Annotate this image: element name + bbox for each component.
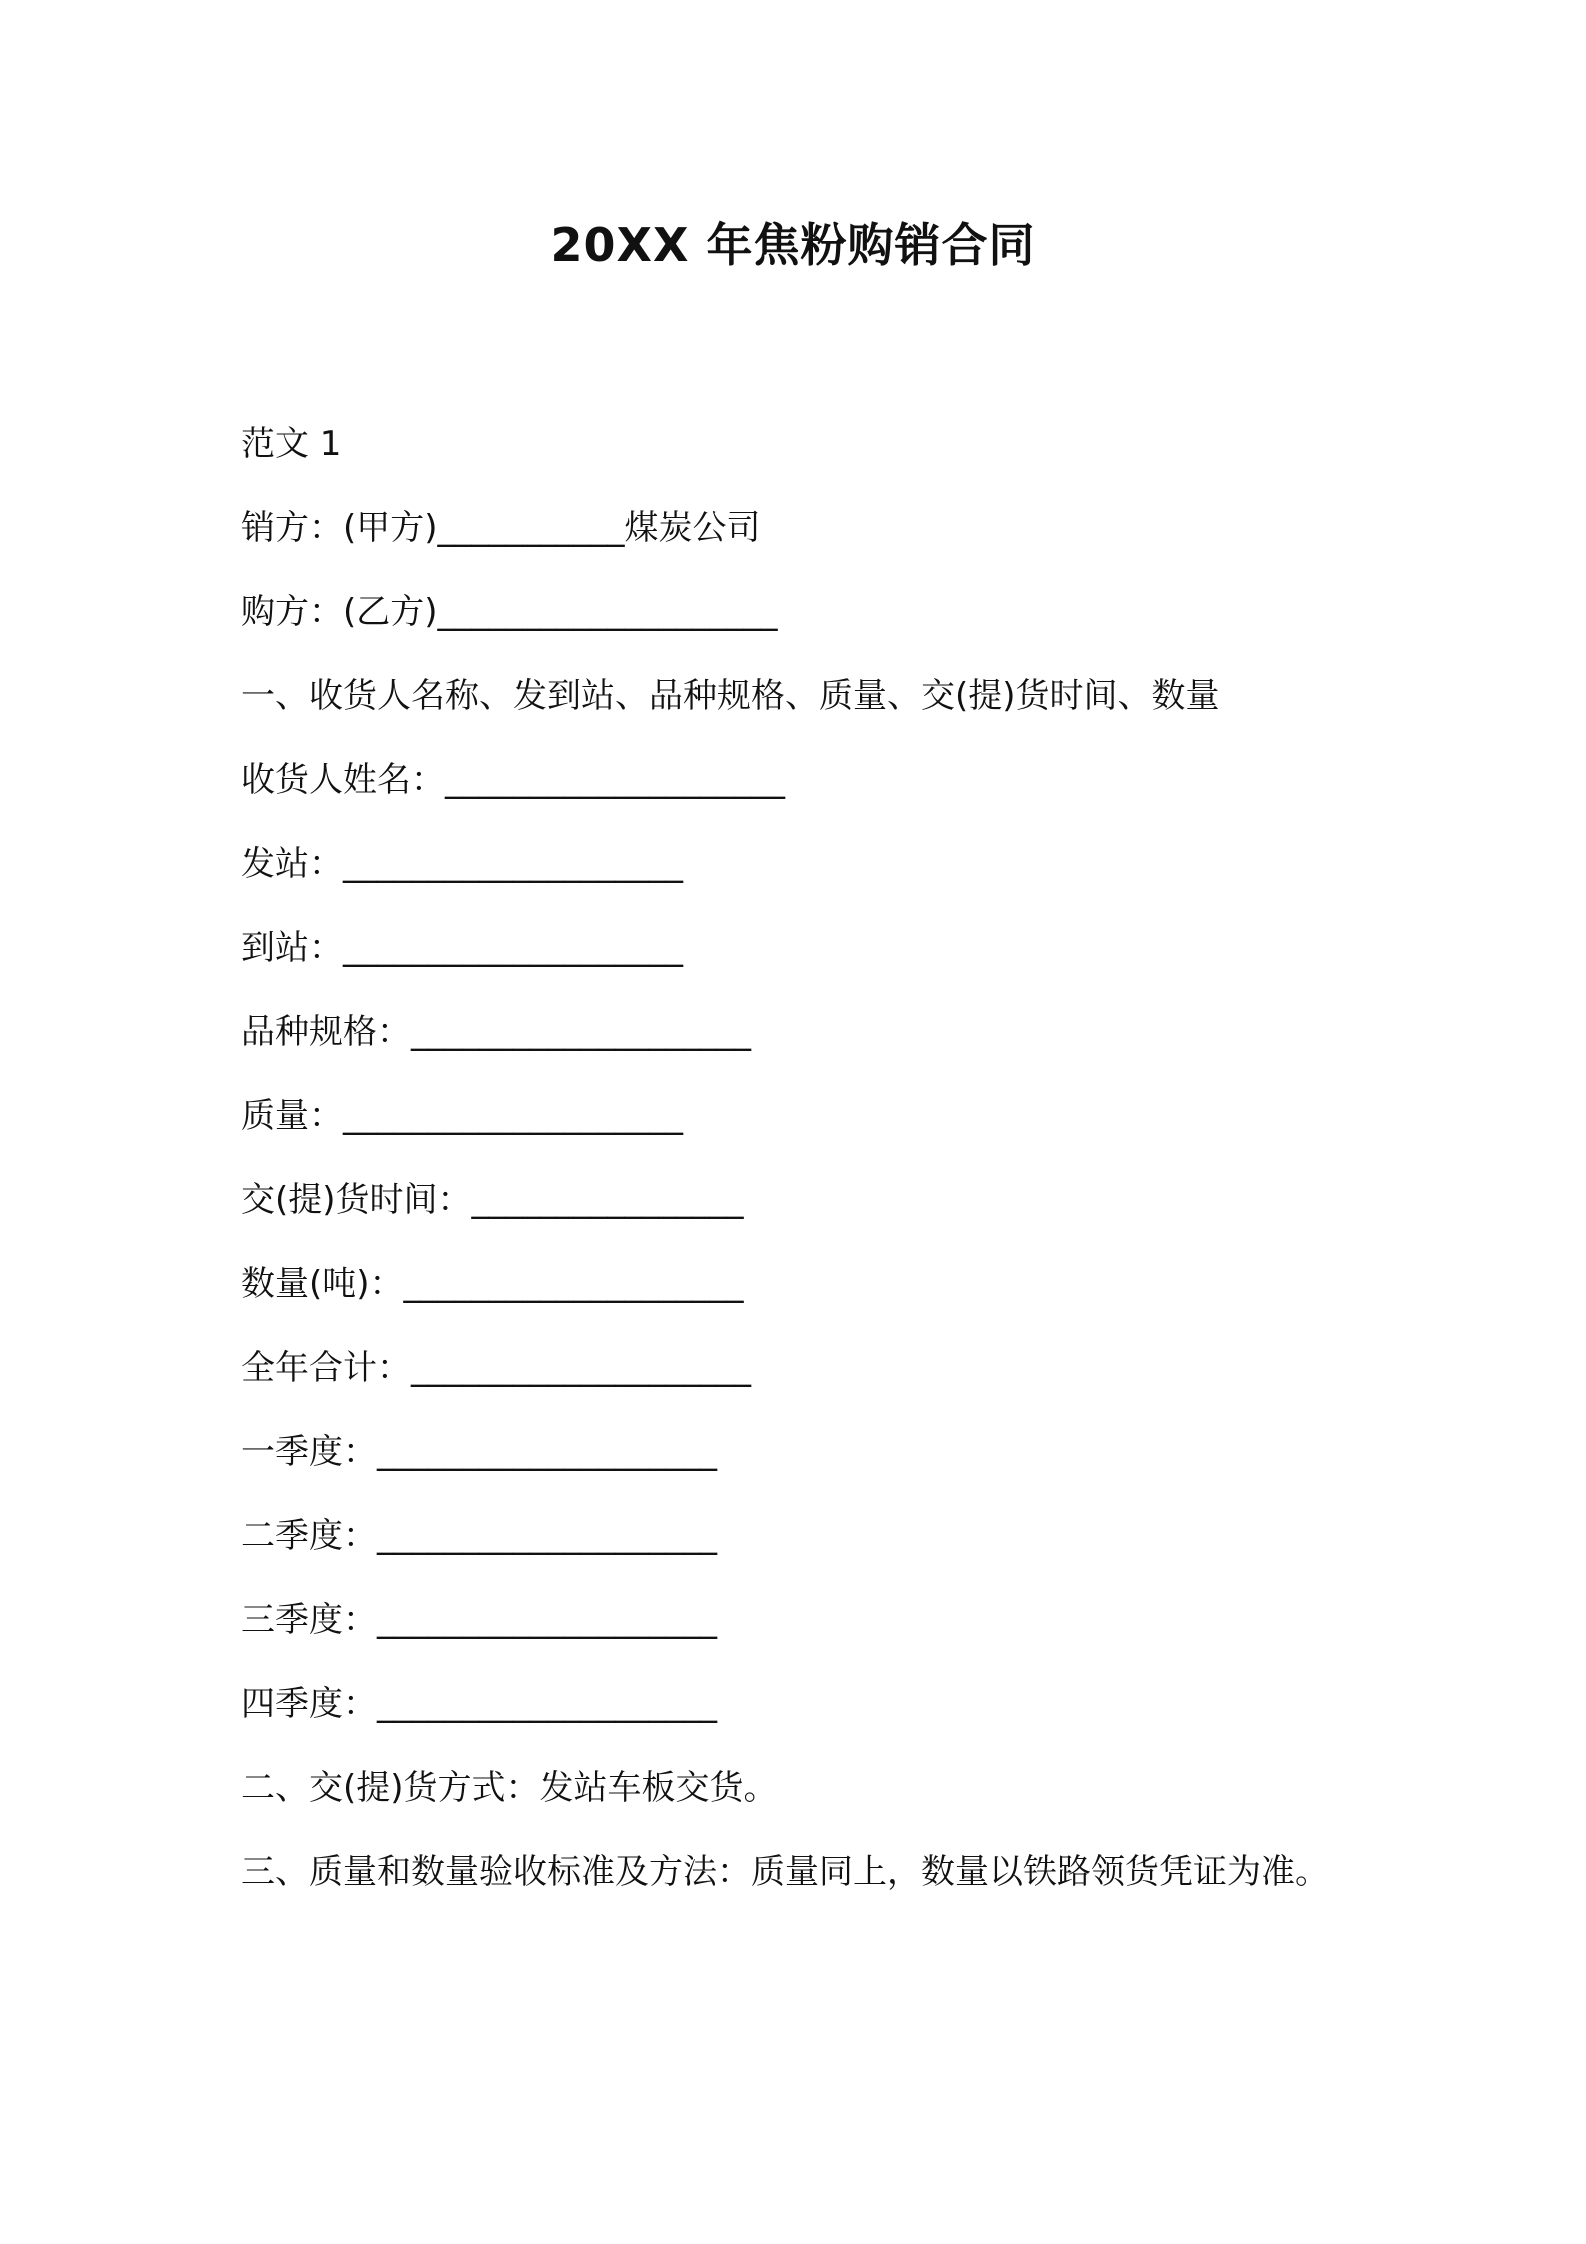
delivery-time-line: 交(提)货时间：________________ [241,1180,744,1220]
quality-line: 质量：____________________ [241,1096,683,1136]
quantity-line: 数量(吨)：____________________ [241,1264,744,1304]
document-body [241,402,1351,1914]
section-label: 范文 1 [241,424,342,464]
clause-3: 三、质量和数量验收标准及方法：质量同上，数量以铁路领货凭证为准。 [241,1852,1329,1892]
buyer-line: 购方：(乙方)____________________ [241,592,778,632]
q3-line: 三季度：____________________ [241,1600,717,1640]
clause-1-heading: 一、收货人名称、发到站、品种规格、质量、交(提)货时间、数量 [241,676,1220,716]
departure-station-line: 发站：____________________ [241,844,683,884]
consignee-name-line: 收货人姓名：____________________ [241,760,785,800]
seller-line: 销方：(甲方)___________煤炭公司 [241,508,761,548]
arrival-station-line: 到站：____________________ [241,928,683,968]
q1-line: 一季度：____________________ [241,1432,717,1472]
clause-2: 二、交(提)货方式：发站车板交货。 [241,1768,778,1808]
q4-line: 四季度：____________________ [241,1684,717,1724]
q2-line: 二季度：____________________ [241,1516,717,1556]
document-title: 20XX 年焦粉购销合同 [550,218,1036,272]
annual-total-line: 全年合计：____________________ [241,1348,751,1388]
variety-spec-line: 品种规格：____________________ [241,1012,751,1052]
